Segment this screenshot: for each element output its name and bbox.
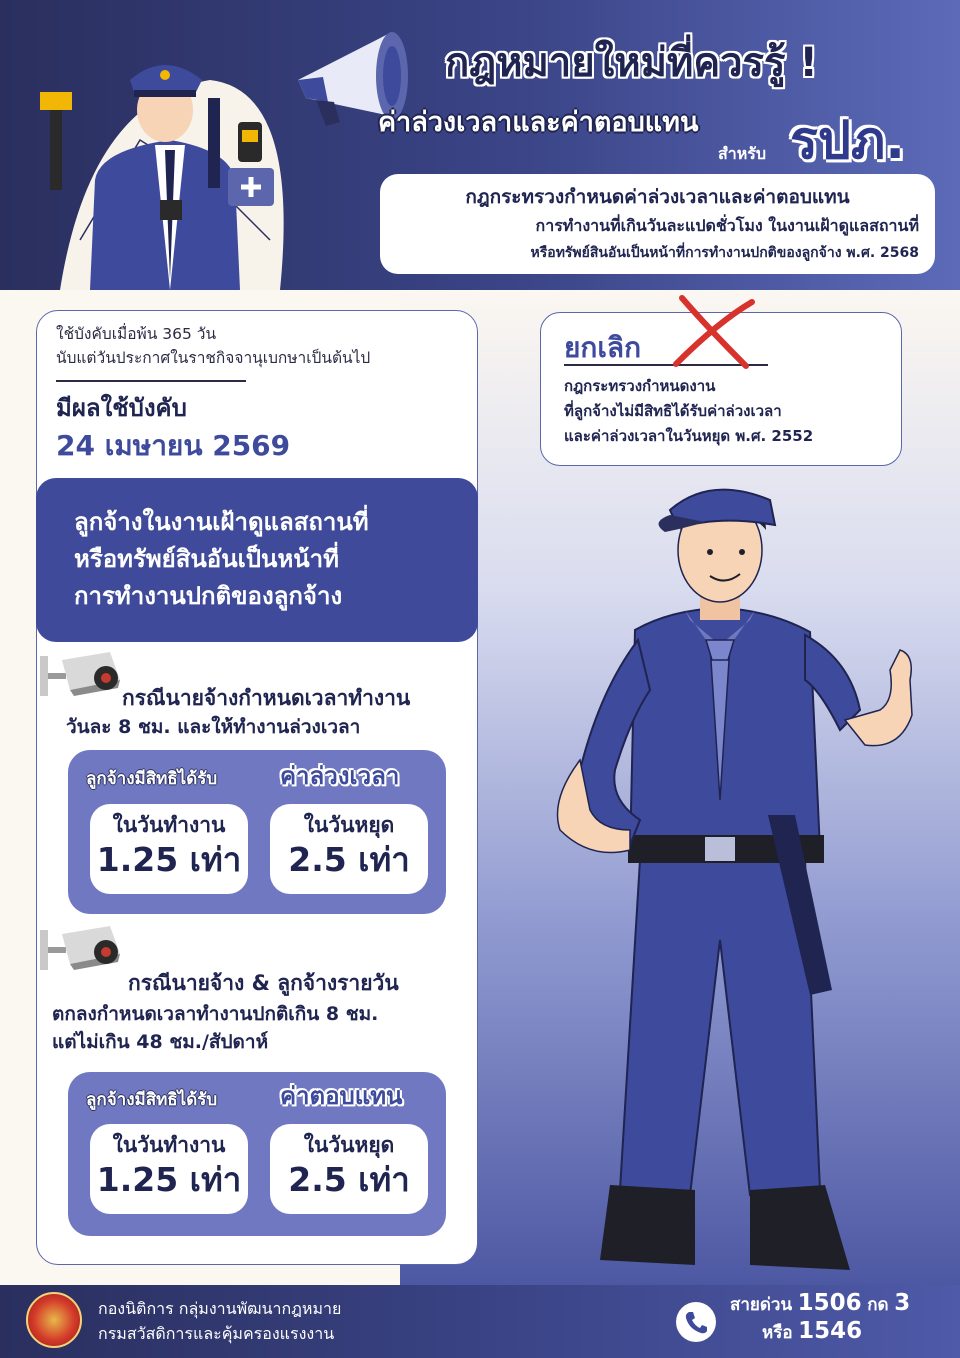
hotline-info (730, 1290, 910, 1346)
employee-scope-line-3: การทำงานปกติของลูกจ้าง (74, 582, 343, 610)
page-subtitle: ค่าล่วงเวลาและค่าตอบแทน (378, 107, 699, 138)
phone-icon (676, 1302, 716, 1342)
case-2-holiday-rate: 2.5 เท่า (288, 1160, 410, 1199)
cctv-camera-icon (40, 650, 122, 706)
cancel-description (564, 374, 813, 449)
security-guard-illustration (520, 470, 940, 1285)
effective-date: 24 เมษายน 2569 (56, 429, 291, 462)
case-1-workday-label: ในวันทำงาน (112, 813, 226, 837)
case-1-subtitle: วันละ 8 ชม. และให้ทำงานล่วงเวลา (66, 716, 361, 738)
case-1-holiday-pill (270, 804, 428, 894)
alt-hotline-number[interactable]: 1546 (798, 1318, 863, 1344)
case-1-workday-pill (90, 804, 248, 894)
target-group-label: รปภ. (790, 111, 905, 171)
employee-scope-box (36, 478, 478, 642)
employee-scope-line-1: ลูกจ้างในงานเฝ้าดูแลสถานที่ (74, 508, 369, 536)
case-1-right-type: ค่าล่วงเวลา (280, 762, 400, 790)
cancel-line-2: ที่ลูกจ้างไม่มีสิทธิได้รับค่าล่วงเวลา (564, 402, 782, 420)
decree-box (380, 174, 935, 274)
enforcement-note (56, 322, 370, 370)
cancel-line-1: กฎกระทรวงกำหนดงาน (564, 377, 716, 395)
case-1-title: กรณีนายจ้างกำหนดเวลาทำงาน (122, 686, 411, 710)
cancel-title: ยกเลิก (564, 331, 642, 364)
divider (56, 380, 246, 382)
decree-line-1: กฎกระทรวงกำหนดค่าล่วงเวลาและค่าตอบแทน (465, 186, 850, 208)
case-2-right-prefix: ลูกจ้างมีสิทธิได้รับ (86, 1090, 218, 1110)
case-2-workday-label: ในวันทำงาน (112, 1133, 226, 1157)
hotline-label: สายด่วน (730, 1295, 793, 1315)
case-2-title: กรณีนายจ้าง & ลูกจ้างรายวัน (128, 971, 399, 995)
case-2-subtitle-1: ตกลงกำหนดเวลาทำงานปกติเกิน 8 ชม. (52, 1003, 379, 1025)
organization-info (98, 1296, 341, 1346)
decree-line-3: หรือทรัพย์สินอันเป็นหน้าที่การทำงานปกติของลูกจ้าง พ.ศ. 2568 (530, 245, 919, 261)
press-number: 3 (894, 1290, 911, 1316)
case-2-right-type: ค่าตอบแทน (280, 1082, 403, 1110)
case-1-holiday-label: ในวันหยุด (303, 813, 395, 837)
employee-scope-line-2: หรือทรัพย์สินอันเป็นหน้าที่ (74, 545, 339, 573)
department-seal-logo (26, 1292, 82, 1348)
enforcement-note-line-1: ใช้บังคับเมื่อพ้น 365 วัน (56, 325, 217, 343)
hotline-number[interactable]: 1506 (797, 1290, 862, 1316)
cancel-line-3: และค่าล่วงเวลาในวันหยุด พ.ศ. 2552 (564, 427, 814, 445)
organization-line-2: กรมสวัสดิการและคุ้มครองแรงงาน (98, 1324, 335, 1343)
case-1-workday-rate: 1.25 เท่า (96, 840, 242, 879)
case-1-holiday-rate: 2.5 เท่า (288, 840, 410, 879)
decree-line-2: การทำงานที่เกินวันละแปดชั่วโมง ในงานเฝ้าดูแลสถานที่ (535, 216, 919, 235)
case-1-right-prefix: ลูกจ้างมีสิทธิได้รับ (86, 769, 218, 789)
case-2-holiday-pill (270, 1124, 428, 1214)
cctv-camera-icon (40, 924, 122, 980)
cancel-x-icon (668, 292, 758, 372)
case-2-holiday-label: ในวันหยุด (303, 1133, 395, 1157)
case-2-workday-rate: 1.25 เท่า (96, 1160, 242, 1199)
organization-line-1: กองนิติการ กลุ่มงานพัฒนากฎหมาย (98, 1299, 342, 1318)
case-2-subtitle-2: แต่ไม่เกิน 48 ชม./สัปดาห์ (52, 1031, 269, 1053)
for-label: สำหรับ (718, 144, 767, 163)
page-title: กฎหมายใหม่ที่ควรรู้ ! (445, 40, 818, 86)
press-label: กด (867, 1295, 889, 1315)
effective-label: มีผลใช้บังคับ (56, 394, 187, 422)
header-guard-illustration (20, 40, 310, 290)
enforcement-note-line-2: นับแต่วันประกาศในราชกิจจานุเบกษาเป็นต้นไป (56, 349, 371, 367)
or-label: หรือ (762, 1323, 793, 1343)
case-2-workday-pill (90, 1124, 248, 1214)
